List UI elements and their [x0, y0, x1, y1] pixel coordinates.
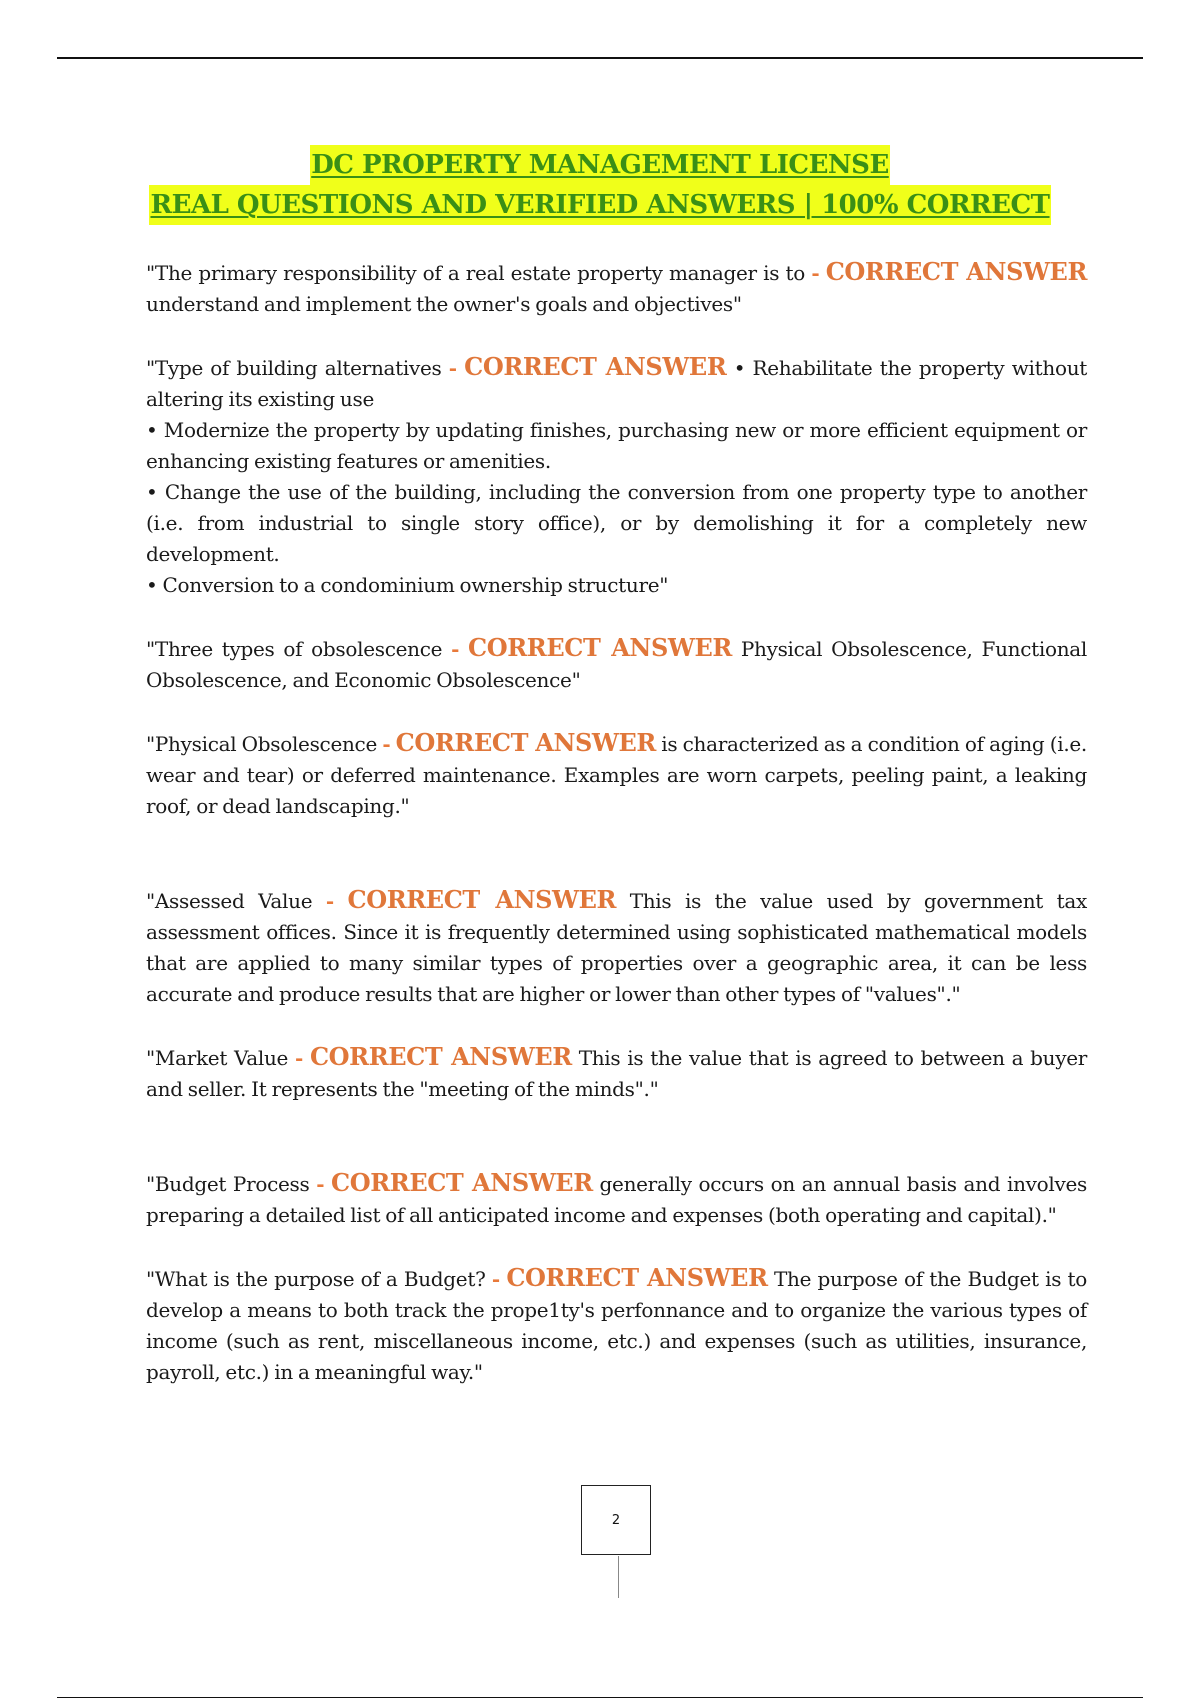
answer-text: Physical Obsolescence, Functional Obsolescence, and Economic Obsolescence"	[146, 637, 1088, 692]
answer-separator: -	[451, 637, 460, 661]
page-number: 2	[611, 1512, 621, 1528]
answer-separator: -	[491, 1267, 500, 1291]
qa-list	[146, 256, 1087, 1388]
question-text: "Market Value	[146, 1046, 289, 1070]
answer-separator: -	[811, 261, 820, 285]
answer-text: generally occurs on an annual basis and involves preparing a detailed list of all anticipated income and expenses (both operating and capital)."	[146, 1172, 1088, 1227]
question-text: "Type of building alternatives	[146, 356, 442, 380]
qa-item	[146, 1262, 1087, 1388]
bullet-item: • Change the use of the building, including the conversion from one property type to another (i.e. from industrial to single story office), or by demolishing it for a completely new development.	[146, 480, 1087, 566]
title-line-2: REAL QUESTIONS AND VERIFIED ANSWERS | 100% CORRECT	[149, 185, 1050, 225]
correct-answer-label: CORRECT ANSWER	[395, 728, 656, 757]
correct-answer-label: CORRECT ANSWER	[309, 1042, 572, 1071]
top-rule	[57, 57, 1143, 59]
answer-text: The purpose of the Budget is to develop a means to both track the prope1ty's perfonnance and to organize the various types of income (such as rent, miscellaneous income, etc.) and expenses (such as utilities, insurance, payroll, etc.) in a meaningful way."	[146, 1267, 1088, 1384]
qa-item	[146, 256, 1087, 320]
qa-item	[146, 632, 1087, 696]
answer-text: is characterized as a condition of aging (i.e. wear and tear) or deferred maintenance. Examples are worn carpets, peeling paint, a leaking roof, or dead landscaping."	[146, 732, 1087, 818]
question-text: "Three types of obsolescence	[146, 637, 443, 661]
question-text: "Assessed Value	[146, 889, 313, 913]
qa-item	[146, 351, 1087, 601]
title-line-1: DC PROPERTY MANAGEMENT LICENSE	[310, 145, 890, 185]
qa-item	[146, 1167, 1087, 1231]
correct-answer-label: CORRECT ANSWER	[506, 1263, 768, 1292]
page-number-stem	[618, 1556, 619, 1598]
page-number-box	[581, 1485, 651, 1555]
question-text: "Physical Obsolescence	[146, 732, 377, 756]
question-text: "Budget Process	[146, 1172, 310, 1196]
answer-text: understand and implement the owner's goals and objectives"	[146, 292, 742, 316]
qa-item	[146, 884, 1087, 1010]
correct-answer-label: CORRECT ANSWER	[468, 633, 732, 662]
answer-text: • Rehabilitate the property without altering its existing use	[146, 356, 1088, 411]
answer-separator: -	[295, 1046, 304, 1070]
question-text: "What is the purpose of a Budget?	[146, 1267, 486, 1291]
bottom-rule	[57, 1697, 1143, 1698]
answer-text: This is the value used by government tax assessment offices. Since it is frequently determined using sophisticated mathematical models that are applied to many similar types of properties over a geographic area, it can be less accurate and produce results that are higher or lower than other types of "values"."	[146, 889, 1087, 1006]
correct-answer-label: CORRECT ANSWER	[464, 352, 727, 381]
bullet-item: • Modernize the property by updating finishes, purchasing new or more efficient equipment or enhancing existing features or amenities.	[146, 418, 1087, 473]
answer-separator: -	[325, 889, 334, 913]
qa-item	[146, 1041, 1087, 1105]
qa-item	[146, 727, 1087, 822]
correct-answer-label: CORRECT ANSWER	[331, 1168, 593, 1197]
document-title	[0, 145, 1200, 225]
correct-answer-label: CORRECT ANSWER	[825, 257, 1087, 286]
answer-separator: -	[448, 356, 457, 380]
bullet-item: • Conversion to a condominium ownership structure"	[146, 573, 669, 597]
question-text: "The primary responsibility of a real estate property manager is to	[146, 261, 806, 285]
answer-separator: -	[382, 732, 391, 756]
correct-answer-label: CORRECT ANSWER	[347, 885, 617, 914]
answer-text: This is the value that is agreed to between a buyer and seller. It represents the "meeting of the minds"."	[146, 1046, 1088, 1101]
answer-separator: -	[316, 1172, 325, 1196]
